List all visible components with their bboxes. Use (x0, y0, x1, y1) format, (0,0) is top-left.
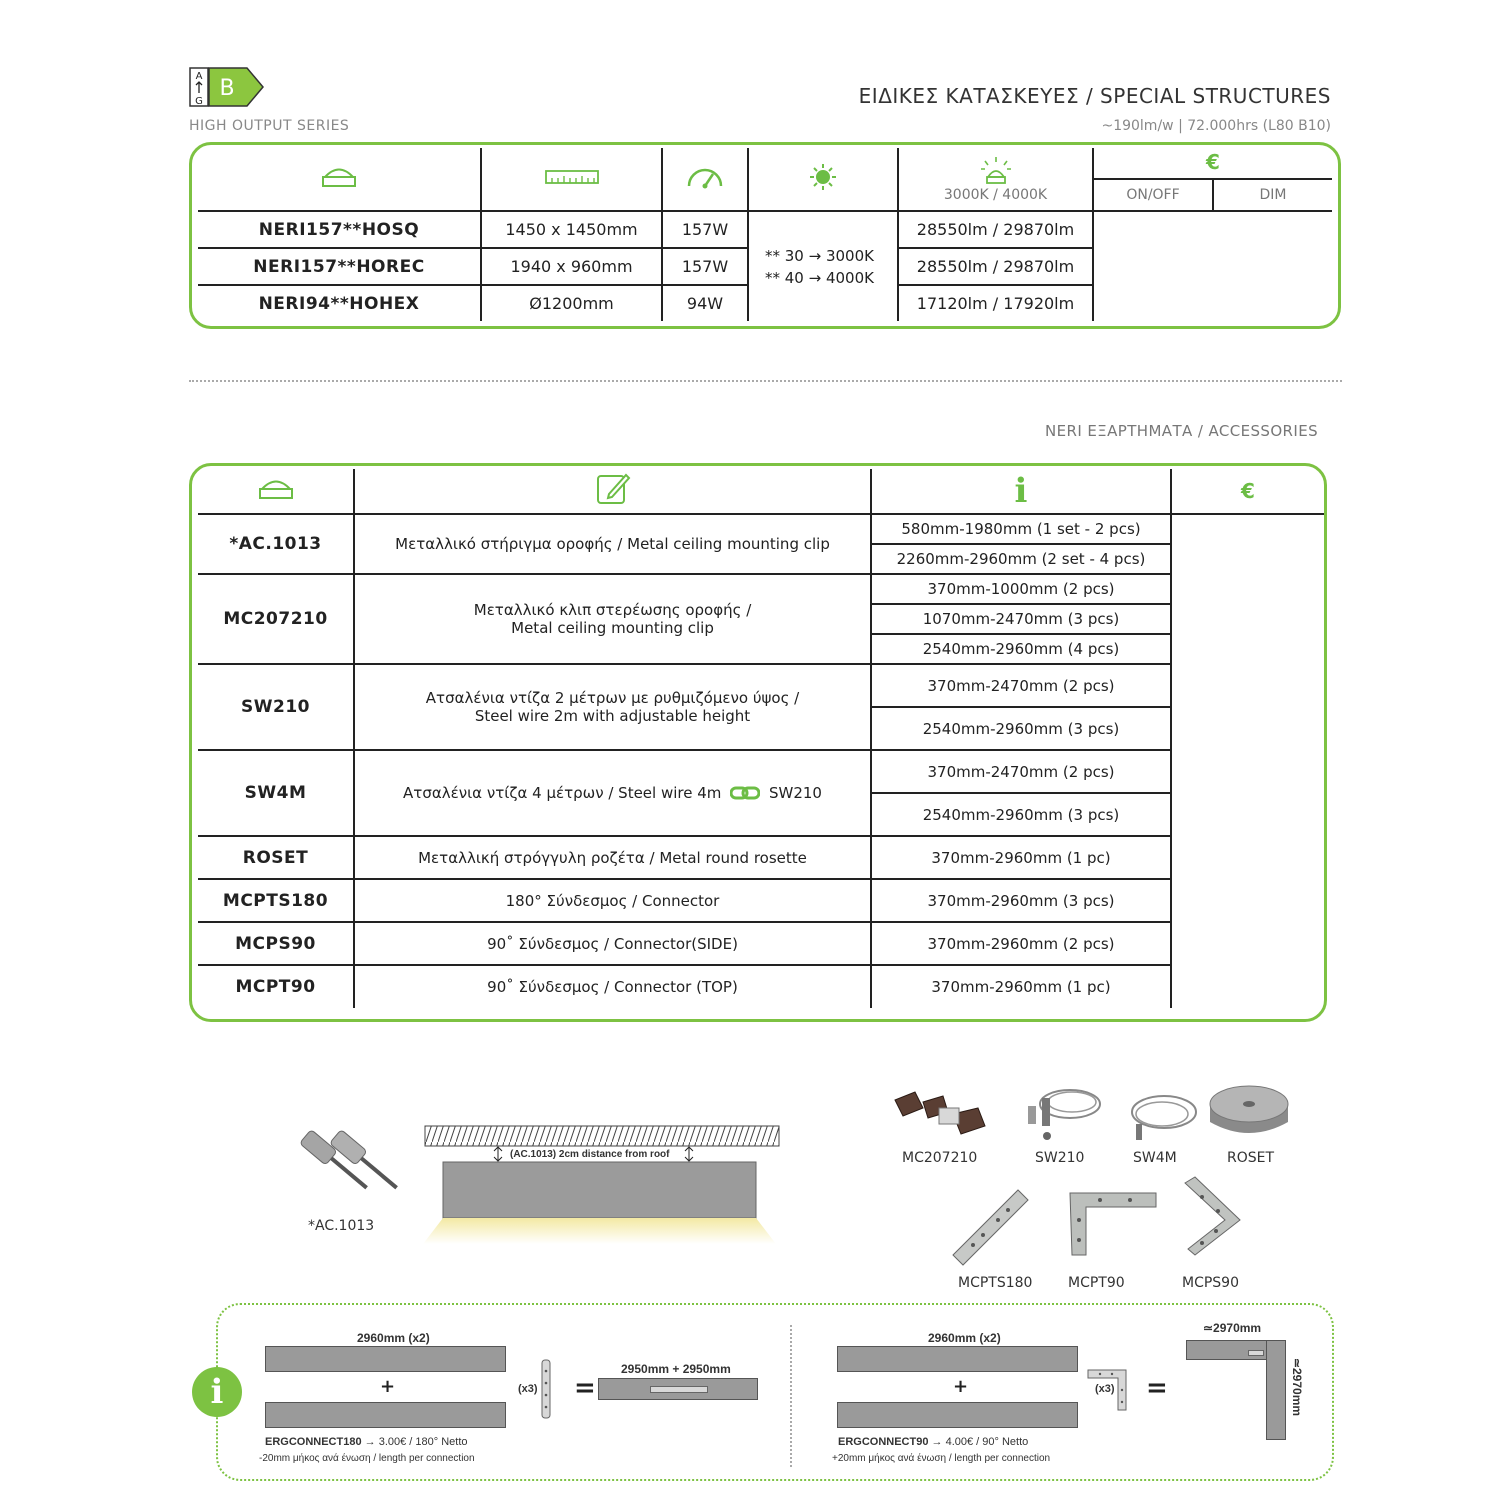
efficiency-label: ~190lm/w | 72.000hrs (L80 B10) (1101, 118, 1331, 134)
product-model: NERI94**HOHEX (258, 293, 420, 314)
accessory-quantity: 370mm-2960mm (2 pcs) (871, 922, 1171, 965)
mcpt90-image (1060, 1185, 1160, 1260)
roset-image (1208, 1082, 1290, 1144)
product-size: Ø1200mm (481, 285, 662, 321)
mc207210-image (893, 1088, 988, 1148)
left-result-label: 2950mm + 2950mm (621, 1362, 731, 1376)
accessory-quantity: 370mm-2960mm (1 pc) (871, 836, 1171, 879)
sun-icon (808, 162, 838, 192)
right-plus-sign: + (953, 1376, 969, 1397)
right-result-height: ≃2970mm (1290, 1357, 1304, 1417)
right-equals-sign: = (1146, 1373, 1168, 1403)
luminaire-icon (321, 164, 357, 190)
accessory-quantity: 2540mm-2960mm (3 pcs) (871, 707, 1171, 750)
info-icon: i (192, 1367, 242, 1417)
luminaire-light-icon (979, 155, 1013, 185)
sw210-caption: SW210 (1035, 1150, 1085, 1166)
accessory-quantity: 2540mm-2960mm (4 pcs) (871, 634, 1171, 664)
accessory-description-line: Ατσαλένια ντίζα 2 μέτρων με ρυθμιζόμενο ύψος / (425, 689, 800, 707)
product-lumen: 28550lm / 29870lm (898, 211, 1093, 248)
accessory-description-text: Ατσαλένια ντίζα 4 μέτρων / Steel wire 4m (403, 784, 722, 802)
accessory-quantity: 2540mm-2960mm (3 pcs) (871, 793, 1171, 836)
accessories-table (198, 469, 1324, 1008)
edit-icon (595, 471, 631, 507)
right-product-code: ERGCONNECT90 (838, 1436, 929, 1448)
roof-distance-label: (AC.1013) 2cm distance from roof (510, 1149, 670, 1160)
info-icon: i (1014, 471, 1028, 511)
description-column-header (354, 469, 871, 514)
right-result-connector (1248, 1350, 1264, 1356)
energy-class: B (219, 76, 235, 101)
left-bar-top (265, 1346, 506, 1372)
accessory-row-mcpt90 (198, 965, 1324, 1008)
left-product-line (265, 1436, 468, 1448)
accessory-quantity: 370mm-2960mm (3 pcs) (871, 879, 1171, 922)
accessory-description: 90˚ Σύνδεσμος / Connector(SIDE) (354, 922, 871, 965)
energy-class-badge (189, 67, 265, 107)
page-title: ΕΙΔΙΚΕΣ ΚΑΤΑΣΚΕΥΕΣ / SPECIAL STRUCTURES (858, 84, 1331, 108)
accessories-title: NERI ΕΞΑΡΤΗΜΑΤΑ / ACCESSORIES (1045, 422, 1318, 440)
accessory-quantity: 370mm-1000mm (2 pcs) (871, 574, 1171, 604)
product-power: 94W (662, 285, 748, 321)
euro-icon: € (1241, 479, 1255, 503)
accessory-row-sw4m (198, 750, 1324, 793)
right-note: +20mm μήκος ανά ένωση / length per connection (832, 1453, 1051, 1464)
product-price-cell (1093, 211, 1332, 321)
product-model: NERI157**HOREC (198, 248, 481, 285)
accessory-code: SW4M (198, 750, 354, 836)
accessory-code: MCPT90 (235, 977, 316, 997)
accessory-description (354, 664, 871, 750)
right-multiplier: (x3) (1095, 1383, 1115, 1395)
info-box-divider (790, 1325, 792, 1467)
sw4m-caption: SW4M (1133, 1150, 1177, 1166)
right-product-price: → 4.00€ / 90° Netto (931, 1436, 1029, 1448)
cct-note (748, 211, 898, 321)
accessory-description-line: Steel wire 2m with adjustable height (474, 707, 751, 725)
accessory-price-cell (1171, 514, 1324, 1008)
section-divider (189, 380, 1342, 382)
cct-note-3000k: ** 30 → 3000K (765, 246, 874, 265)
left-bar-label: 2960mm (x2) (357, 1331, 430, 1345)
accessory-quantity: 580mm-1980mm (1 set - 2 pcs) (871, 514, 1171, 544)
product-size: 1450 x 1450mm (481, 211, 662, 248)
link-icon (730, 786, 760, 800)
accessory-description (354, 750, 871, 836)
accessory-row-mcps90 (198, 922, 1324, 965)
energy-scale-top: A (195, 71, 203, 82)
cct-note-4000k: ** 40 → 4000K (765, 268, 874, 287)
left-note: -20mm μήκος ανά ένωση / length per connection (259, 1453, 475, 1464)
cct-column-header (748, 148, 898, 211)
ceiling-mount-diagram (420, 1124, 780, 1244)
accessory-description: 90˚ Σύνδεσμος / Connector (TOP) (354, 965, 871, 1008)
product-row (198, 211, 1332, 248)
sw4m-image (1124, 1090, 1199, 1145)
right-bar-top (837, 1346, 1078, 1372)
gauge-icon (685, 164, 725, 190)
accessory-quantity: 1070mm-2470mm (3 pcs) (871, 604, 1171, 634)
accessory-description-link: SW210 (768, 784, 822, 802)
luminaire-icon (258, 476, 294, 502)
price-column-header (1171, 469, 1324, 514)
accessory-code: SW210 (198, 664, 354, 750)
euro-icon: € (1094, 148, 1332, 180)
product-lumen: 17120lm / 17920lm (898, 285, 1093, 321)
sw210-image (1020, 1080, 1105, 1145)
accessory-description (354, 574, 871, 664)
mcps90-caption: MCPS90 (1182, 1275, 1239, 1291)
size-column-header (481, 148, 662, 211)
accessory-row-sw210 (198, 664, 1324, 707)
mcpt90-caption: MCPT90 (1068, 1275, 1125, 1291)
power-column-header (662, 148, 748, 211)
right-result-width: ≃2970mm (1203, 1321, 1262, 1335)
series-label: HIGH OUTPUT SERIES (189, 118, 350, 134)
mcpts180-caption: MCPTS180 (958, 1275, 1033, 1291)
lumen-column-label: 3000K / 4000K (943, 187, 1048, 203)
left-bar-bottom (265, 1402, 506, 1428)
accessory-description: Μεταλλική στρόγγυλη ροζέτα / Metal round rosette (354, 836, 871, 879)
right-result-bar-vertical (1266, 1340, 1286, 1440)
product-lumen: 28550lm / 29870lm (898, 248, 1093, 285)
accessory-quantity: 370mm-2960mm (1 pc) (871, 965, 1171, 1008)
dim-label: DIM (1259, 187, 1287, 203)
left-result-connector (650, 1386, 708, 1393)
energy-scale-bottom: G (195, 96, 203, 107)
accessory-code: ROSET (198, 836, 354, 879)
mcps90-image (1180, 1175, 1245, 1260)
right-product-line (838, 1436, 1028, 1448)
ac1013-caption: *AC.1013 (308, 1218, 375, 1234)
accessory-code: MCPS90 (198, 922, 354, 965)
mcpts180-image (948, 1185, 1033, 1270)
left-product-price: → 3.00€ / 180° Netto (364, 1436, 468, 1448)
accessory-code: MC207210 (198, 574, 354, 664)
ruler-icon (544, 167, 600, 187)
accessory-row-mcpts180 (198, 879, 1324, 922)
accessory-code: MCPTS180 (198, 879, 354, 922)
code-column-header (198, 469, 354, 514)
price-column-header (1093, 148, 1332, 211)
right-bar-label: 2960mm (x2) (928, 1331, 1001, 1345)
roset-caption: ROSET (1227, 1150, 1275, 1166)
accessory-row-roset (198, 836, 1324, 879)
ac1013-screws-image (290, 1130, 400, 1205)
accessory-row-mc207210 (198, 574, 1324, 604)
left-equals-sign: = (574, 1373, 596, 1403)
lumen-column-header (898, 148, 1093, 211)
product-power: 157W (662, 248, 748, 285)
product-table (198, 148, 1332, 321)
accessory-description: 180° Σύνδεσμος / Connector (354, 879, 871, 922)
product-model: NERI157**HOSQ (198, 211, 481, 248)
info-column-header (871, 469, 1171, 514)
right-bar-bottom (837, 1402, 1078, 1428)
left-product-code: ERGCONNECT180 (265, 1436, 362, 1448)
on-off-label: ON/OFF (1094, 180, 1214, 210)
left-multiplier: (x3) (518, 1383, 538, 1395)
accessory-description-line: Μεταλλικό κλιπ στερέωσης οροφής / (473, 601, 752, 619)
accessory-row-ac1013 (198, 514, 1324, 544)
accessory-quantity: 370mm-2470mm (2 pcs) (871, 664, 1171, 707)
accessory-quantity: 370mm-2470mm (2 pcs) (871, 750, 1171, 793)
accessory-quantity: 2260mm-2960mm (2 set - 4 pcs) (871, 544, 1171, 574)
model-column-header (198, 148, 481, 211)
accessory-code: *AC.1013 (198, 514, 354, 574)
mc207210-caption: MC207210 (902, 1150, 978, 1166)
product-size: 1940 x 960mm (481, 248, 662, 285)
accessory-description-line: Metal ceiling mounting clip (511, 619, 714, 637)
connector-180-icon (540, 1359, 552, 1419)
left-plus-sign: + (380, 1376, 396, 1397)
accessory-description: Μεταλλικό στήριγμα οροφής / Metal ceiling mounting clip (354, 514, 871, 574)
product-power: 157W (662, 211, 748, 248)
